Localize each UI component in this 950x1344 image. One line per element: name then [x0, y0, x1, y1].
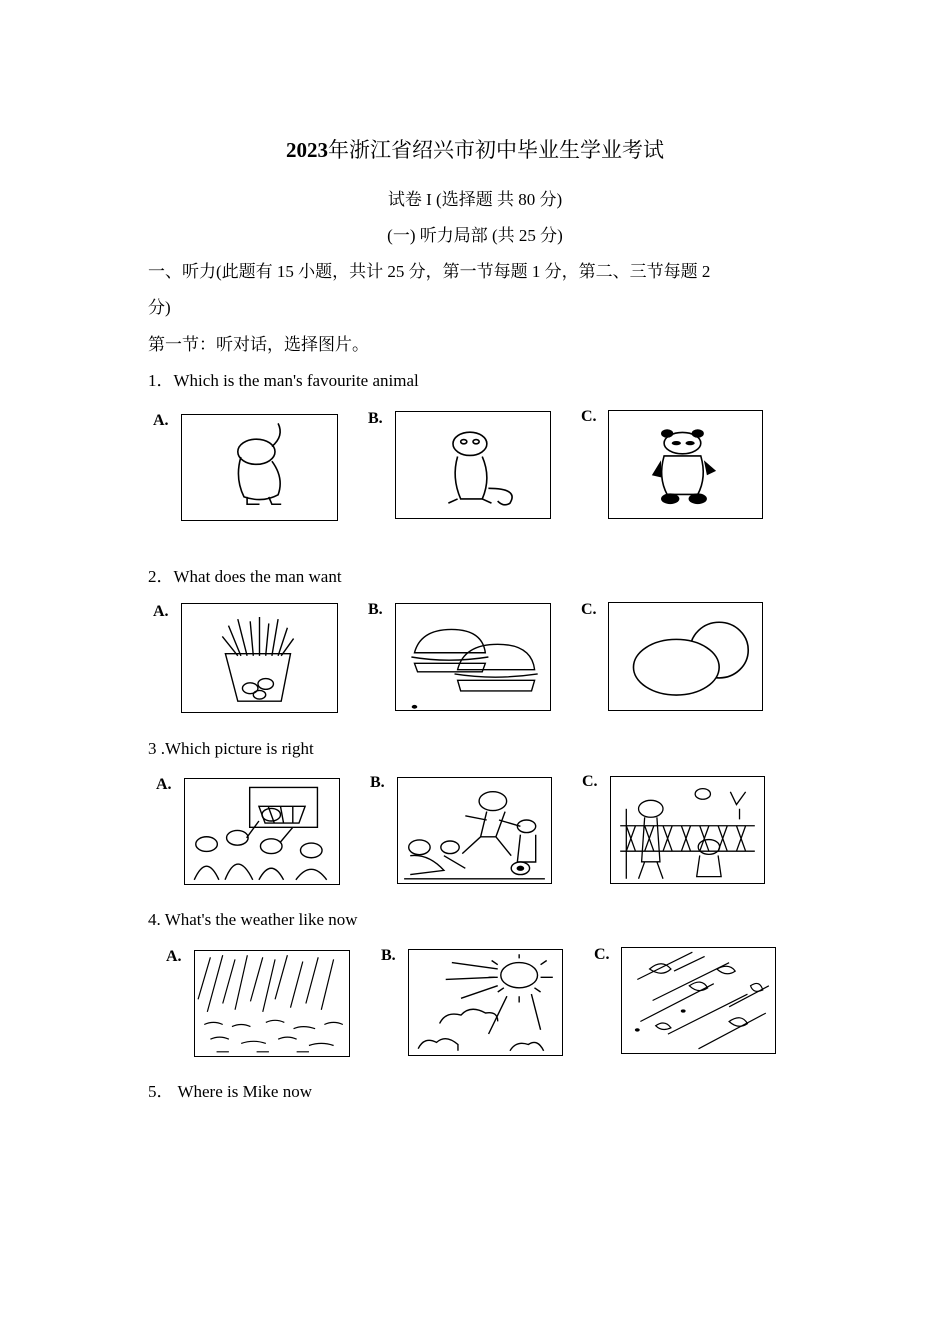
q2-option-c-label: C. — [581, 601, 597, 618]
q1-option-b-picture[interactable] — [395, 411, 551, 519]
instruction-line-1: 一、听力(此题有 15 小题，共计 25 分，第一节每题 1 分，第二、三节每题 2 — [148, 262, 711, 281]
q4-option-c-picture[interactable] — [621, 947, 776, 1054]
sun-icon — [409, 950, 562, 1055]
q3-option-c-label: C. — [582, 773, 598, 790]
q1-option-b-label: B. — [368, 410, 383, 427]
q4-option-a-label: A. — [166, 948, 182, 965]
q3-option-c-picture[interactable] — [610, 776, 765, 884]
q1-option-c-picture[interactable] — [608, 410, 763, 519]
q2-option-a-label: A. — [153, 603, 169, 620]
instruction-line-2: 分) — [148, 298, 171, 317]
question-5: 5． Where is Mike now — [148, 1082, 312, 1101]
q2-option-b-picture[interactable] — [395, 603, 551, 711]
question-3: 3 .Which picture is right — [148, 739, 314, 758]
q2-option-b-label: B. — [368, 601, 383, 618]
q4-option-b-picture[interactable] — [408, 949, 563, 1056]
q3-option-a-label: A. — [156, 776, 172, 793]
q2-option-c-picture[interactable] — [608, 602, 763, 711]
q1-option-a-picture[interactable] — [181, 414, 338, 521]
eggs-icon — [609, 603, 762, 710]
q3-option-a-picture[interactable] — [184, 778, 340, 885]
q3-option-b-picture[interactable] — [397, 777, 552, 884]
elephant-icon — [182, 415, 337, 520]
part-heading: (一) 听力局部 (共 25 分) — [387, 226, 563, 245]
q4-option-a-picture[interactable] — [194, 950, 350, 1057]
exam-title-text: 年浙江省绍兴市初中毕业生学业考试 — [328, 138, 664, 162]
paper-heading: 试卷 I (选择题 共 80 分) — [387, 190, 563, 209]
basketball-icon — [185, 779, 339, 884]
fries-icon — [182, 604, 337, 712]
wind-icon — [622, 948, 775, 1053]
question-2: 2．What does the man want — [148, 567, 342, 586]
football-icon — [398, 778, 551, 883]
q2-option-a-picture[interactable] — [181, 603, 338, 713]
q1-option-a-label: A. — [153, 412, 169, 429]
question-4: 4. What's the weather like now — [148, 910, 358, 929]
q1-option-c-label: C. — [581, 408, 597, 425]
exam-title — [0, 137, 950, 163]
monkey-icon — [396, 412, 550, 518]
rain-icon — [195, 951, 349, 1056]
q4-option-b-label: B. — [381, 947, 396, 964]
question-1: 1．Which is the man's favourite animal — [148, 371, 419, 390]
exam-year: 2023 — [286, 138, 328, 162]
q3-option-b-label: B. — [370, 774, 385, 791]
subsection-heading: 第一节：听对话，选择图片。 — [148, 335, 369, 354]
volleyball-icon — [611, 777, 764, 883]
hamburger-icon — [396, 604, 550, 710]
q4-option-c-label: C. — [594, 946, 610, 963]
panda-icon — [609, 411, 762, 518]
